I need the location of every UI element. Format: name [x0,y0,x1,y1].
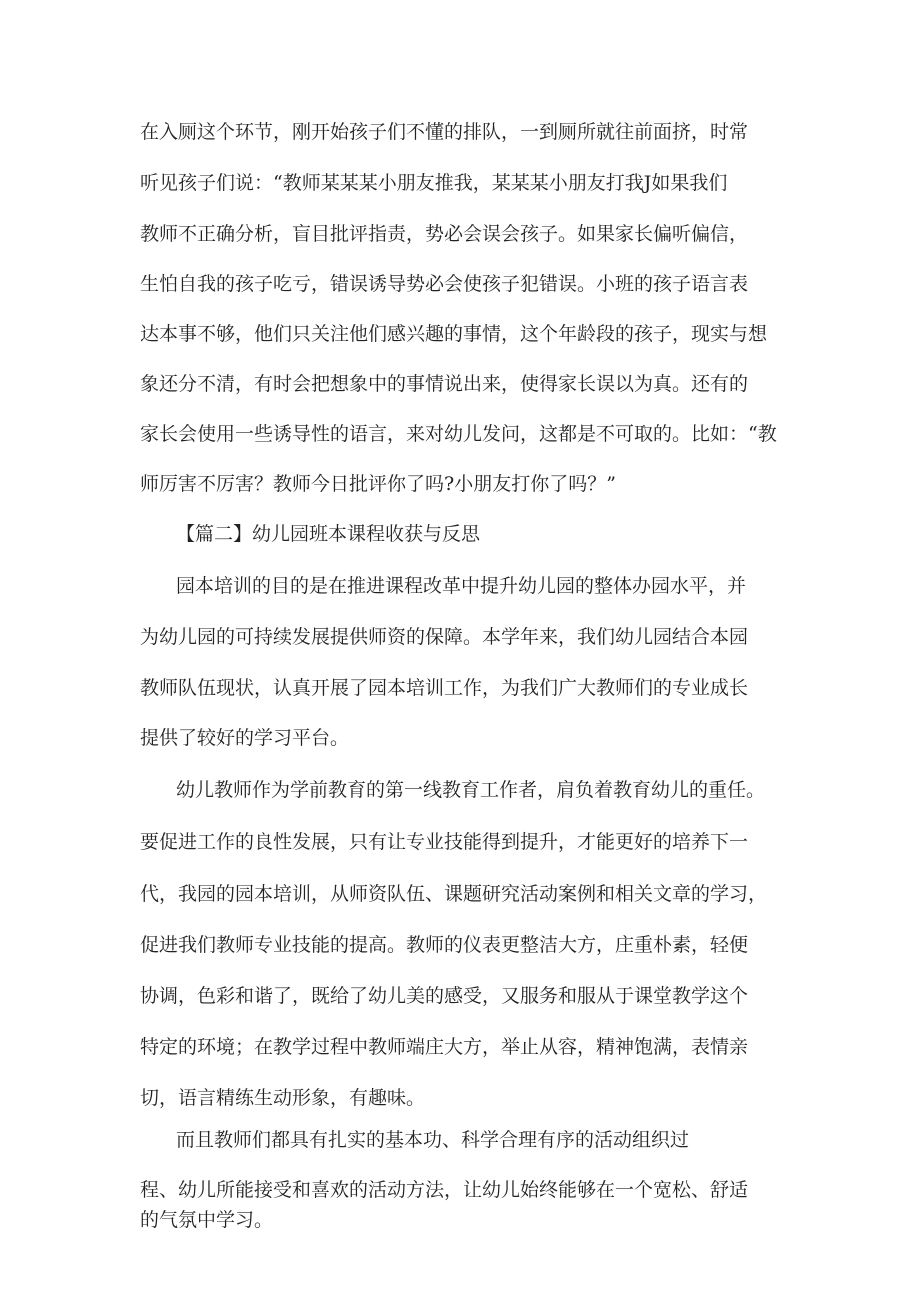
paragraph-3-line: 要促进工作的良性发展，只有让专业技能得到提升，才能更好的培养下一 [140,831,749,853]
paragraph-1-line: 象还分不清，有时会把想象中的事情说出来，使得家长误以为真。还有的 [140,373,749,395]
paragraph-3-line: 代，我园的园本培训，从师资队伍、课题研究活动案例和相关文章的学习， [140,883,768,905]
paragraph-4-line: 的气氛中学习。 [140,1209,274,1231]
paragraph-3-line: 促进我们教师专业技能的提高。教师的仪表更整洁大方，庄重朴素，轻便 [140,934,749,956]
paragraph-3-line: 协调，色彩和谐了，既给了幼儿美的感受，又服务和服从于课堂教学这个 [140,985,749,1007]
paragraph-4-line: 程、幼儿所能接受和喜欢的活动方法，让幼儿始终能够在一个宽松、舒适 [140,1179,749,1201]
paragraph-2-line: 为幼儿园的可持续发展提供师资的保障。本学年来，我们幼儿园结合本园 [140,626,749,648]
paragraph-4-line: 而且教师们都具有扎实的基本功、科学合理有序的活动组织过 [176,1129,690,1151]
paragraph-2-line: 园本培训的目的是在推进课程改革中提升幼儿园的整体办园水平，并 [176,575,747,597]
paragraph-2-line: 教师队伍现状，认真开展了园本培训工作，为我们广大教师们的专业成长 [140,677,749,699]
paragraph-1-line: 师厉害不厉害？教师今日批评你了吗?小朋友打你了吗？” [140,473,616,495]
paragraph-3-line: 切，语言精练生动形象，有趣味。 [140,1087,426,1109]
section-heading: 【篇二】幼儿园班本课程收获与反思 [176,523,481,545]
paragraph-2-line: 提供了较好的学习平台。 [140,727,350,749]
paragraph-1-line: 教师不正确分析，盲目批评指责，势必会误会孩子。如果家长偏听偏信， [140,223,749,245]
paragraph-3-line: 幼儿教师作为学前教育的第一线教育工作者，肩负着教育幼儿的重任。 [176,779,766,801]
paragraph-1-line: 家长会使用一些诱导性的语言，来对幼儿发问，这都是不可取的。比如：“教 [140,423,777,445]
paragraph-3-line: 特定的环境；在教学过程中教师端庄大方，举止从容，精神饱满，表情亲 [140,1036,749,1058]
paragraph-1-line: 听见孩子们说：“教师某某某小朋友推我，某某某小朋友打我J如果我们 [140,172,728,194]
paragraph-1-line: 在入厕这个环节，刚开始孩子们不懂的排队，一到厕所就往前面挤，时常 [140,121,749,143]
paragraph-1-line: 达本事不够，他们只关注他们感兴趣的事情，这个年龄段的孩子，现实与想 [140,323,768,345]
paragraph-1-line: 生怕自我的孩子吃亏，错误诱导势必会使孩子犯错误。小班的孩子语言表 [140,273,749,295]
